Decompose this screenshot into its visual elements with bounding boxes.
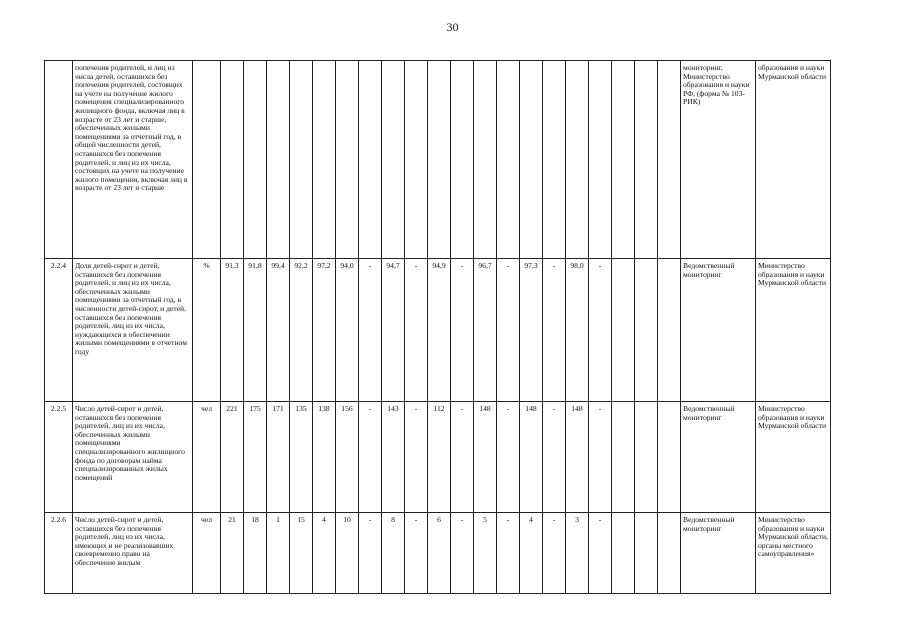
data-source: мониторинг, Министерство образования и науки РФ, (форма № 103-РИК) bbox=[681, 61, 756, 259]
value-cell: 6 bbox=[428, 513, 451, 594]
row-number bbox=[45, 61, 73, 259]
value-cell: - bbox=[497, 513, 520, 594]
table-row bbox=[45, 259, 831, 402]
value-cell: - bbox=[543, 513, 566, 594]
value-cell: 10 bbox=[336, 513, 359, 594]
value-cell bbox=[612, 259, 635, 402]
value-cell: 99,4 bbox=[267, 259, 290, 402]
value-cell: 4 bbox=[313, 513, 336, 594]
responsible-body: Министерство образования и науки Мурманской области bbox=[756, 259, 831, 402]
table-row bbox=[45, 513, 831, 594]
value-cell: - bbox=[543, 259, 566, 402]
value-cell bbox=[382, 61, 405, 259]
indicator-name: Число детей-сирот и детей, оставшихся без попечения родителей, лиц из их числа, обеспеченных жилыми помещениями специализированного жилищного фонда по договорам найма специализированных жилых помещений bbox=[73, 402, 193, 513]
value-cell bbox=[336, 61, 359, 259]
value-cell: - bbox=[497, 402, 520, 513]
indicator-name: попечения родителей, и лиц из числа детей, оставшихся без попечения родителей, состоящих на учете на получение жилого помещения специализированного жилищного фонда, включая лиц в возрасте от 23 лет и старше, обеспеченных жилыми помещениями за отчетный год, в общей численности детей, оставшихся без попечения родителей, и лиц из их числа, состоящих на учете на получение жилого помещения, включая лиц в возрасте от 23 лет и старше bbox=[73, 61, 193, 259]
value-cell: 221 bbox=[221, 402, 244, 513]
value-cell: - bbox=[359, 513, 382, 594]
value-cell: 143 bbox=[382, 402, 405, 513]
row-number: 2.2.4 bbox=[45, 259, 73, 402]
value-cell: - bbox=[589, 513, 612, 594]
value-cell: - bbox=[543, 402, 566, 513]
unit-cell: % bbox=[193, 259, 221, 402]
value-cell: 92,2 bbox=[290, 259, 313, 402]
page-number: 30 bbox=[446, 20, 459, 34]
value-cell: 18 bbox=[244, 513, 267, 594]
value-cell: 8 bbox=[382, 513, 405, 594]
value-cell bbox=[566, 61, 589, 259]
value-cell bbox=[267, 61, 290, 259]
value-cell: - bbox=[451, 259, 474, 402]
value-cell: - bbox=[497, 259, 520, 402]
value-cell: 156 bbox=[336, 402, 359, 513]
value-cell bbox=[612, 61, 635, 259]
value-cell bbox=[244, 61, 267, 259]
value-cell: 94,9 bbox=[428, 259, 451, 402]
value-cell: 135 bbox=[290, 402, 313, 513]
value-cell: - bbox=[405, 402, 428, 513]
value-cell: 98,0 bbox=[566, 259, 589, 402]
value-cell bbox=[658, 259, 681, 402]
value-cell: 171 bbox=[267, 402, 290, 513]
value-cell: 97,2 bbox=[313, 259, 336, 402]
table-row bbox=[45, 61, 831, 259]
row-number: 2.2.5 bbox=[45, 402, 73, 513]
value-cell: 1 bbox=[267, 513, 290, 594]
unit-cell bbox=[193, 61, 221, 259]
value-cell: 148 bbox=[520, 402, 543, 513]
value-cell bbox=[589, 61, 612, 259]
value-cell: 21 bbox=[221, 513, 244, 594]
value-cell: - bbox=[405, 259, 428, 402]
value-cell bbox=[612, 513, 635, 594]
value-cell bbox=[428, 61, 451, 259]
responsible-body: образования и науки Мурманской области bbox=[756, 61, 831, 259]
value-cell bbox=[635, 259, 658, 402]
value-cell: 148 bbox=[474, 402, 497, 513]
value-cell bbox=[543, 61, 566, 259]
indicator-table bbox=[44, 60, 831, 594]
value-cell bbox=[221, 61, 244, 259]
value-cell bbox=[520, 61, 543, 259]
value-cell: - bbox=[589, 259, 612, 402]
value-cell: 3 bbox=[566, 513, 589, 594]
value-cell bbox=[612, 402, 635, 513]
value-cell bbox=[658, 513, 681, 594]
responsible-body: Министерство образования и науки Мурманской области, органы местного самоуправления» bbox=[756, 513, 831, 594]
value-cell: 97,3 bbox=[520, 259, 543, 402]
value-cell: - bbox=[359, 402, 382, 513]
value-cell: 4 bbox=[520, 513, 543, 594]
row-number: 2.2.6 bbox=[45, 513, 73, 594]
value-cell: 91,8 bbox=[244, 259, 267, 402]
value-cell: - bbox=[451, 402, 474, 513]
value-cell bbox=[405, 61, 428, 259]
value-cell bbox=[451, 61, 474, 259]
value-cell: 94,0 bbox=[336, 259, 359, 402]
indicator-name: Число детей-сирот и детей, оставшихся без попечения родителей, лиц из их числа, имеющих и не реализовавших своевременно право на обеспечение жилым bbox=[73, 513, 193, 594]
value-cell bbox=[359, 61, 382, 259]
value-cell: - bbox=[405, 513, 428, 594]
value-cell: 175 bbox=[244, 402, 267, 513]
value-cell: 15 bbox=[290, 513, 313, 594]
value-cell bbox=[635, 61, 658, 259]
value-cell bbox=[474, 61, 497, 259]
unit-cell: чел bbox=[193, 513, 221, 594]
responsible-body: Министерство образования и науки Мурманской области bbox=[756, 402, 831, 513]
value-cell bbox=[497, 61, 520, 259]
table-row bbox=[45, 402, 831, 513]
value-cell: 5 bbox=[474, 513, 497, 594]
value-cell bbox=[313, 61, 336, 259]
value-cell: 112 bbox=[428, 402, 451, 513]
value-cell bbox=[658, 61, 681, 259]
value-cell: - bbox=[359, 259, 382, 402]
data-source: Ведомственный мониторинг bbox=[681, 259, 756, 402]
value-cell: 138 bbox=[313, 402, 336, 513]
value-cell: 148 bbox=[566, 402, 589, 513]
value-cell: 96,7 bbox=[474, 259, 497, 402]
value-cell: - bbox=[589, 402, 612, 513]
value-cell: 91,3 bbox=[221, 259, 244, 402]
unit-cell: чел bbox=[193, 402, 221, 513]
value-cell: - bbox=[451, 513, 474, 594]
value-cell bbox=[658, 402, 681, 513]
value-cell bbox=[635, 513, 658, 594]
data-source: Ведомственный мониторинг bbox=[681, 402, 756, 513]
value-cell bbox=[290, 61, 313, 259]
indicator-name: Доля детей-сирот и детей, оставшихся без попечения родителей, и лиц из их числа, обеспеченных жилыми помещениями за отчетный год, в численности детей-сирот, и детей, оставшихся без попечения родителей, лиц из их числа, нуждающихся в обеспечении жилыми помещениями в отчетном году bbox=[73, 259, 193, 402]
data-source: Ведомственный мониторинг bbox=[681, 513, 756, 594]
value-cell: 94,7 bbox=[382, 259, 405, 402]
value-cell bbox=[635, 402, 658, 513]
